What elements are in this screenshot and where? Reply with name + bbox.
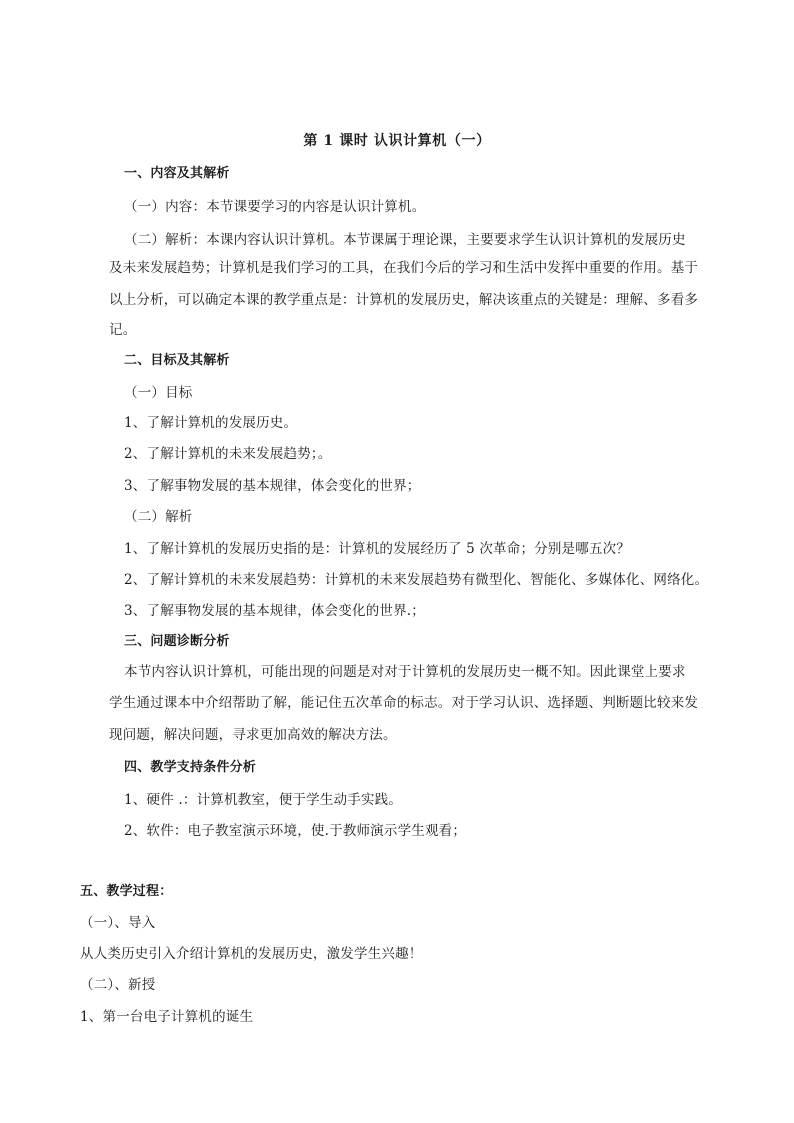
section-heading-goals: 二、目标及其解析 <box>124 353 230 368</box>
analysis-item: 3、了解事物发展的基本规律，体会变化的世界.； <box>124 603 425 619</box>
analysis-item: 2、了解计算机的未来发展趋势：计算机的未来发展趋势有微型化、智能化、多媒体化、网络化。 <box>124 572 709 588</box>
paragraph-analysis-line: 记。 <box>109 322 137 338</box>
subheading-analysis: （二）解析 <box>124 509 193 525</box>
analysis-item: 1、了解计算机的发展历史指的是：计算机的发展经历了 5 次革命；分别是哪五次？ <box>124 541 631 557</box>
diagnosis-line: 现问题，解决问题，寻求更加高效的解决方法。 <box>109 727 397 743</box>
diagnosis-line: 本节内容认识计算机，可能出现的问题是对对于计算机的发展历史一概不知。因此课堂上要求 <box>124 664 686 680</box>
process-item: 1、第一台电子计算机的诞生 <box>80 1009 254 1025</box>
process-text: 从人类历史引入介绍计算机的发展历史，激发学生兴趣！ <box>80 946 423 962</box>
section-heading-diagnosis: 三、问题诊断分析 <box>124 634 230 649</box>
subheading-intro: （一）、导入 <box>80 915 156 931</box>
diagnosis-line: 学生通过课本中介绍帮助了解，能记住五次革命的标志。对于学习认识、选择题、判断题比较来发 <box>109 695 699 711</box>
goal-item: 3、了解事物发展的基本规律，体会变化的世界； <box>124 478 421 494</box>
goal-item: 1、了解计算机的发展历史。 <box>124 415 298 431</box>
paragraph-content: （一）内容：本节课要学习的内容是认识计算机。 <box>124 199 426 215</box>
paragraph-analysis-line: 及未来发展趋势；计算机是我们学习的工具，在我们今后的学习和生活中发挥中重要的作用。基于 <box>109 260 699 276</box>
support-item: 2、软件：电子教室演示环境，使.于教师演示学生观看； <box>124 823 467 839</box>
paragraph-analysis-line: 以上分析，可以确定本课的教学重点是：计算机的发展历史，解决该重点的关键是：理解、多看多 <box>109 292 699 308</box>
section-heading-process: 五、教学过程： <box>80 884 173 899</box>
document-title: 第 1 课时 认识计算机（一） <box>303 133 491 149</box>
subheading-goals: （一）目标 <box>124 385 193 401</box>
goal-item: 2、了解计算机的未来发展趋势；。 <box>124 446 332 462</box>
paragraph-analysis-line: （二）解析：本课内容认识计算机。本节课属于理论课，主要要求学生认识计算机的发展历史 <box>124 232 686 248</box>
subheading-new-lesson: （二）、新授 <box>80 977 156 993</box>
section-heading-support: 四、教学支持条件分析 <box>124 760 257 775</box>
support-item: 1、硬件 .：计算机教室，便于学生动手实践。 <box>124 792 403 808</box>
section-heading-content: 一、内容及其解析 <box>124 166 230 181</box>
